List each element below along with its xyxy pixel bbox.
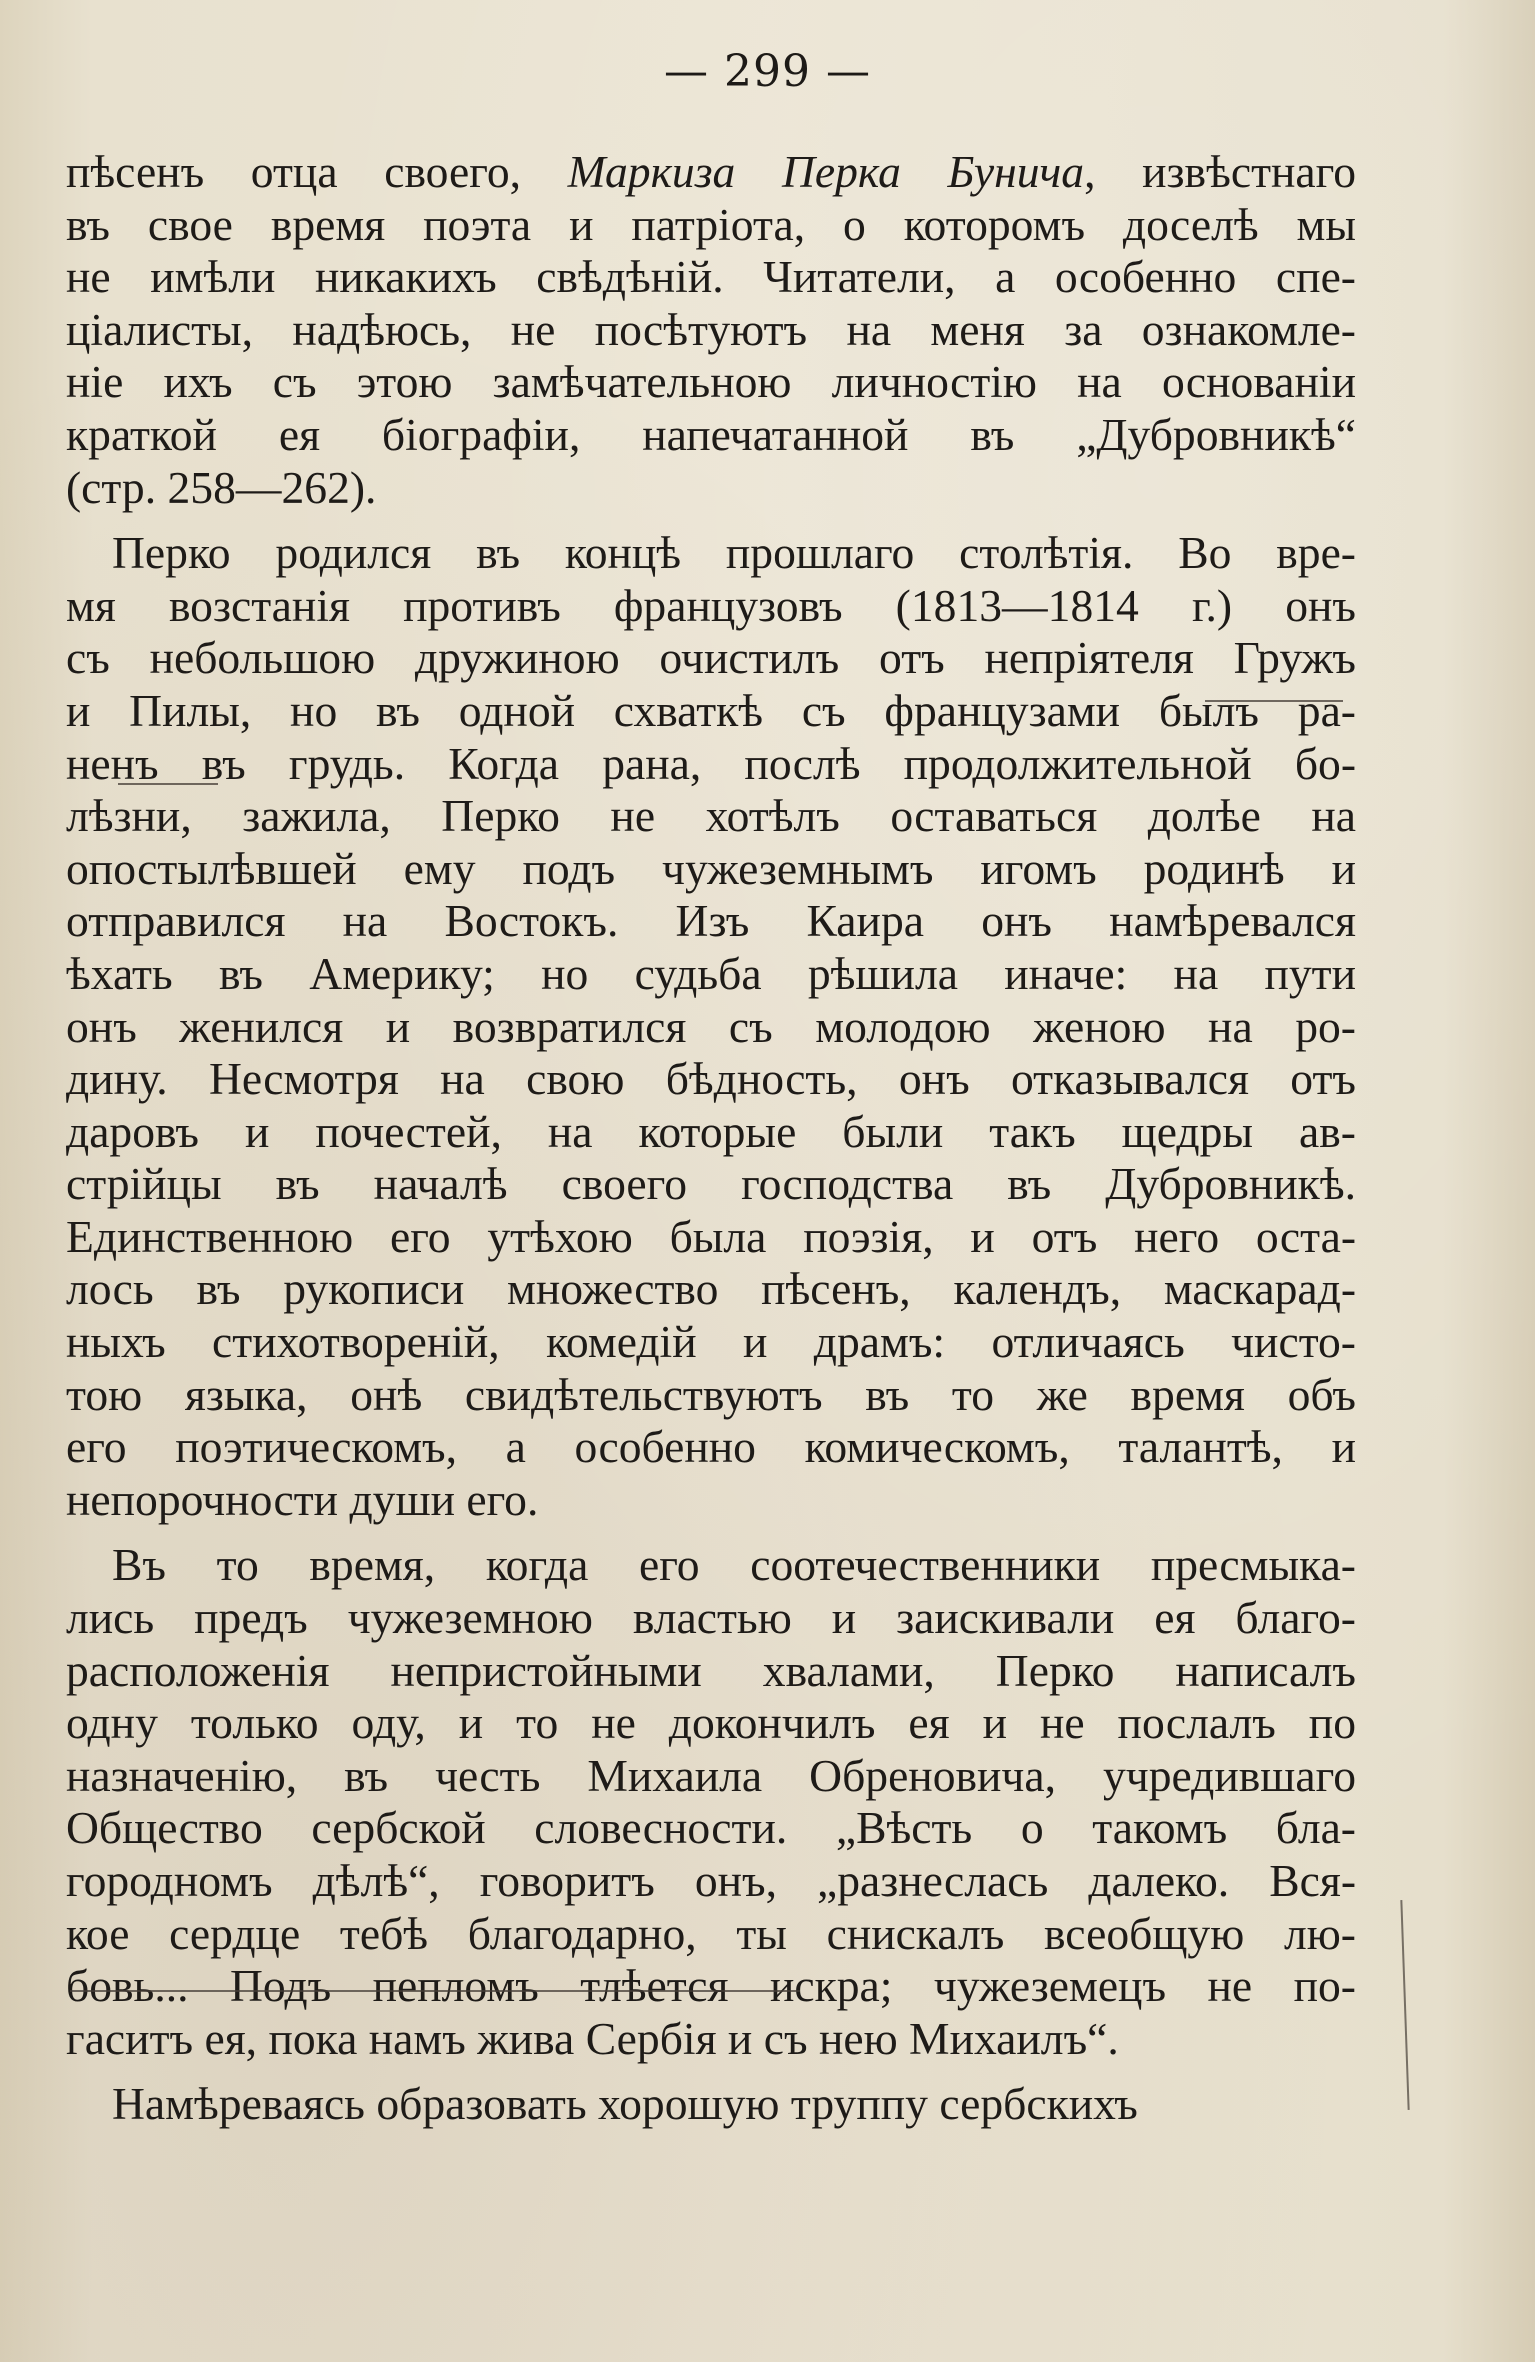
text-segment: (стр. 258—262). [66, 461, 377, 513]
text-line [66, 1316, 1356, 1369]
body-text [66, 146, 1356, 2131]
pencil-underline [1205, 700, 1343, 702]
text-line [66, 462, 1356, 515]
text-segment: гаситъ ея, пока намъ жива Сербія и съ нею Михаилъ“. [66, 2012, 1119, 2064]
text-line [66, 1855, 1356, 1908]
text-segment: лось въ рукописи множество пѣсенъ, календъ, маскарад- [66, 1263, 1356, 1315]
text-segment: бовь... Подъ пепломъ тлѣется искра; чужеземецъ не по- [66, 1960, 1356, 2012]
text-segment: онъ женился и возвратился съ молодою женою на ро- [66, 1000, 1356, 1052]
text-line [66, 146, 1356, 199]
pencil-underline [118, 783, 218, 785]
text-line [66, 1106, 1356, 1159]
text-line [66, 790, 1356, 843]
text-line [66, 685, 1356, 738]
text-line [66, 580, 1356, 633]
text-segment: Перко родился въ концѣ прошлаго столѣтія. Во вре- [112, 527, 1356, 579]
text-segment: съ небольшою дружиною очистилъ отъ непріятеля Гружъ [66, 632, 1356, 684]
text-line [66, 1053, 1356, 1106]
text-line [66, 1908, 1356, 1961]
text-segment: дину. Несмотря на свою бѣдность, онъ отказывался отъ [66, 1053, 1356, 1105]
text-line [66, 895, 1356, 948]
text-line [66, 1960, 1356, 2013]
paragraph-gap [66, 2065, 1356, 2078]
text-segment: расположенія непристойными хвалами, Перко написалъ [66, 1644, 1356, 1696]
text-segment: даровъ и почестей, на которые были такъ щедры ав- [66, 1105, 1356, 1157]
text-line [66, 251, 1356, 304]
text-segment: ѣхать въ Америку; но судьба рѣшила иначе: на пути [66, 947, 1356, 999]
text-segment: Намѣреваясь образовать хорошую труппу сербскихъ [112, 2078, 1138, 2130]
text-line [66, 1539, 1356, 1592]
text-line [66, 527, 1356, 580]
text-line [66, 1645, 1356, 1698]
pencil-margin-mark [1400, 1900, 1409, 2110]
italic-name: Маркиза Перка Бунича [567, 146, 1085, 197]
text-line [66, 2013, 1356, 2066]
text-line [66, 199, 1356, 252]
text-line [66, 738, 1356, 791]
text-line [66, 948, 1356, 1001]
text-segment: ціалисты, надѣюсь, не посѣтуютъ на меня за ознакомле- [66, 303, 1356, 355]
text-line [66, 1697, 1356, 1750]
text-line [66, 1592, 1356, 1645]
page-number: — 299 — [664, 46, 871, 97]
text-segment: кое сердце тебѣ благодарно, ты снискалъ всеобщую лю- [66, 1907, 1356, 1959]
text-line [66, 1158, 1356, 1211]
text-line [66, 409, 1356, 462]
text-segment: отправился на Востокъ. Изъ Каира онъ намѣревался [66, 895, 1356, 947]
text-line [66, 1802, 1356, 1855]
paragraph-gap [66, 1526, 1356, 1539]
text-segment: и Пилы, но въ одной схваткѣ съ французами былъ ра- [66, 684, 1356, 736]
text-segment: городномъ дѣлѣ“, говоритъ онъ, „разнеслась далеко. Вся- [66, 1855, 1356, 1906]
text-segment: ніе ихъ съ этою замѣчательною личностію на основаніи [66, 356, 1356, 408]
text-segment: , извѣстнаго [1084, 146, 1356, 197]
text-segment: краткой ея біографіи, напечатанной въ „Дубровникѣ“ [66, 408, 1356, 460]
text-line [66, 1474, 1356, 1527]
text-segment: одну только оду, и то не докончилъ ея и не послалъ по [66, 1697, 1356, 1749]
text-line [66, 1369, 1356, 1422]
pencil-underline [70, 1990, 800, 1992]
text-line [66, 304, 1356, 357]
text-line [66, 1750, 1356, 1803]
text-segment: опостылѣвшей ему подъ чужеземнымъ игомъ родинѣ и [66, 842, 1356, 894]
text-segment: мя возстанія противъ французовъ (1813—1814 г.) онъ [66, 579, 1356, 631]
text-segment: не имѣли никакихъ свѣдѣній. Читатели, а особенно спе- [66, 251, 1356, 303]
text-segment: Общество сербской словесности. „Вѣсть о такомъ бла- [66, 1802, 1356, 1854]
text-segment: Единственною его утѣхою была поэзія, и отъ него оста- [66, 1210, 1356, 1262]
text-segment: пѣсенъ отца своего, [66, 146, 568, 197]
text-segment: Въ то время, когда его соотечественники пресмыка- [112, 1539, 1356, 1591]
text-line [66, 1263, 1356, 1316]
text-line [66, 2078, 1356, 2131]
text-segment: стрійцы въ началѣ своего господства въ Дубровникѣ. [66, 1158, 1356, 1210]
text-line [66, 1001, 1356, 1054]
text-segment: ненъ въ грудь. Когда рана, послѣ продолжительной бо- [66, 737, 1356, 789]
text-line [66, 632, 1356, 685]
text-segment: лись предъ чужеземною властью и заискивали ея благо- [66, 1592, 1356, 1644]
text-line [66, 1421, 1356, 1474]
text-segment: назначенію, въ честь Михаила Обреновича, учредившаго [66, 1749, 1356, 1801]
text-segment: тою языка, онѣ свидѣтельствуютъ въ то же время объ [66, 1368, 1356, 1420]
paragraph-gap [66, 514, 1356, 527]
text-line [66, 1211, 1356, 1264]
text-segment: непорочности души его. [66, 1473, 539, 1525]
text-segment: его поэтическомъ, а особенно комическомъ, талантѣ, и [66, 1421, 1356, 1473]
text-segment: лѣзни, зажила, Перко не хотѣлъ оставаться долѣе на [66, 790, 1356, 842]
text-line [66, 356, 1356, 409]
text-line [66, 843, 1356, 896]
text-segment: въ свое время поэта и патріота, о которомъ доселѣ мы [66, 198, 1356, 250]
text-segment: ныхъ стихотвореній, комедій и драмъ: отличаясь чисто- [66, 1316, 1356, 1368]
